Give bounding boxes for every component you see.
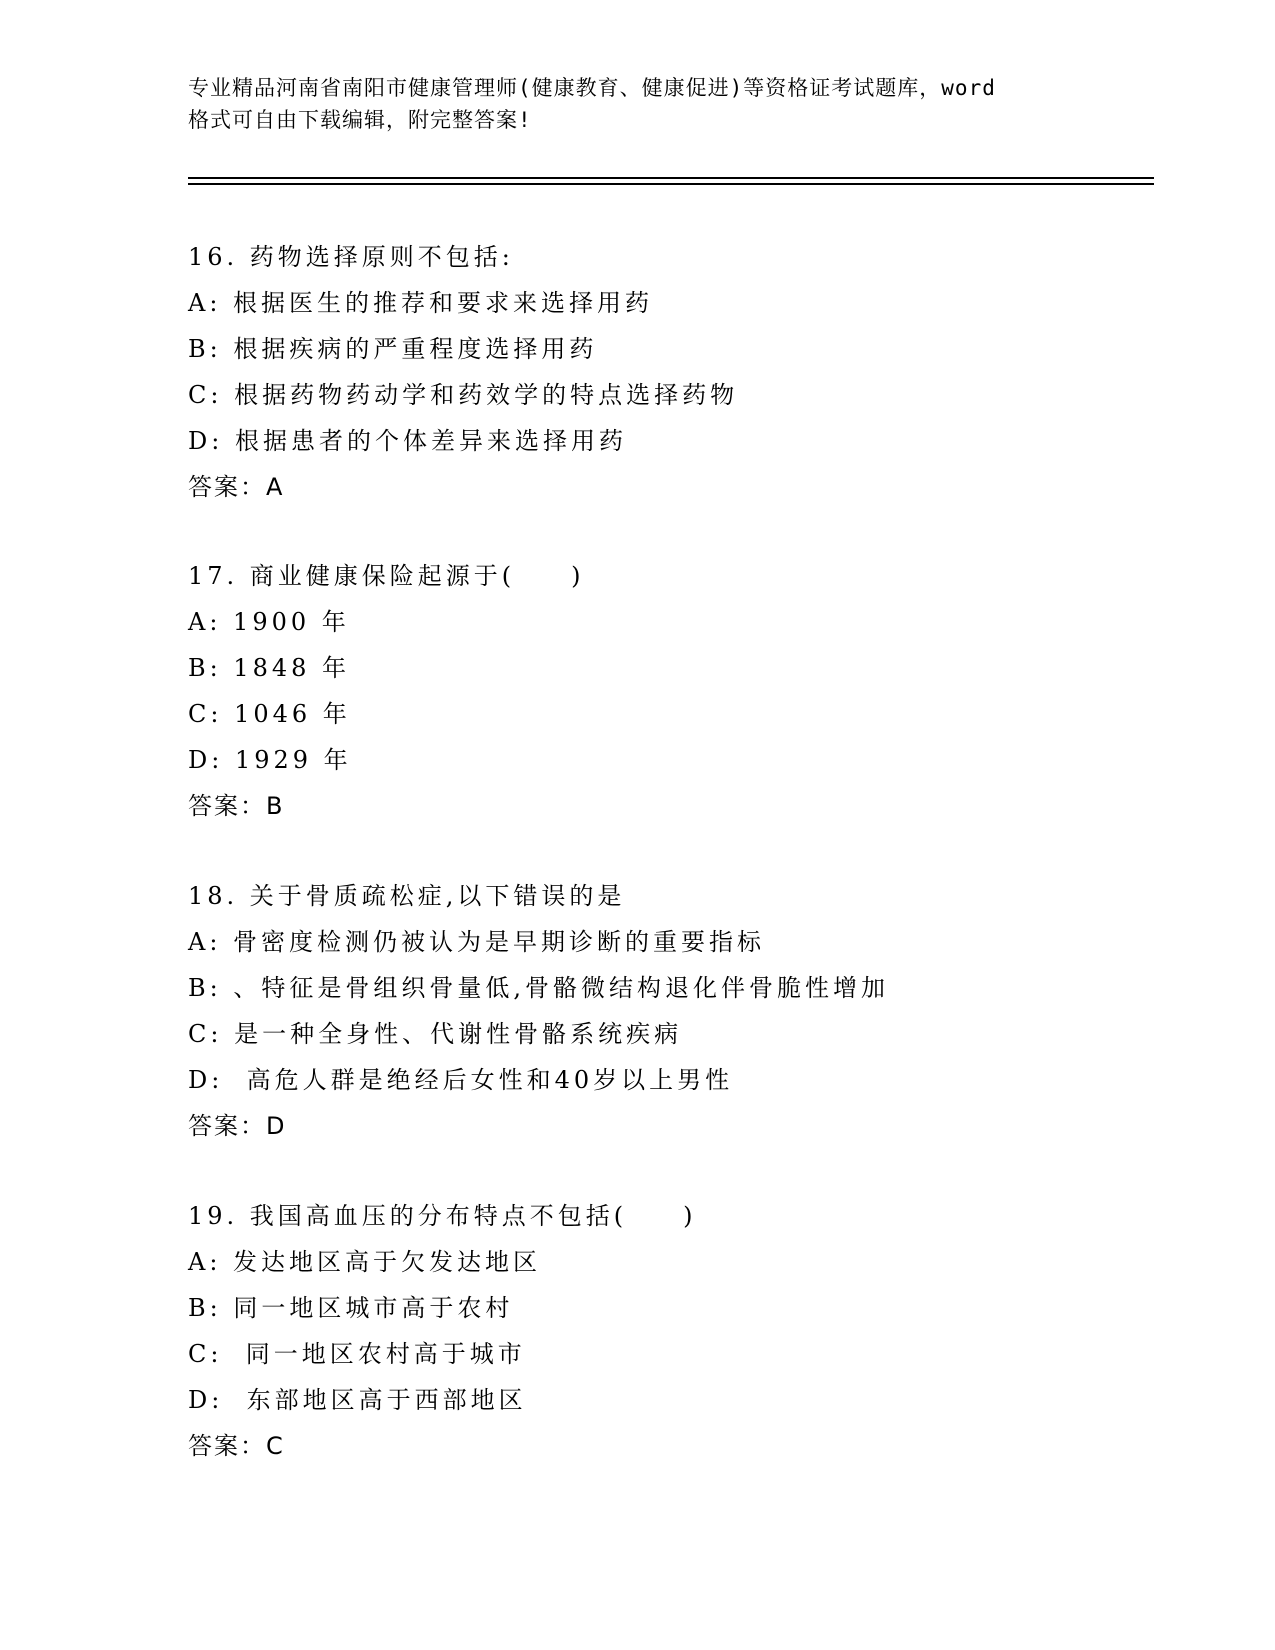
option-d: D: 高危人群是绝经后女性和40岁以上男性 xyxy=(188,1066,734,1094)
answer-line: 答案：D xyxy=(188,1112,287,1140)
option-c: C: 同一地区农村高于城市 xyxy=(188,1340,526,1368)
option-a: A: 发达地区高于欠发达地区 xyxy=(188,1248,542,1276)
option-b: B: 1848 年 xyxy=(188,654,351,682)
option-b: B: 、特征是骨组织骨量低,骨骼微结构退化伴骨脆性增加 xyxy=(188,974,889,1002)
header-divider-top xyxy=(188,177,1154,179)
question-17 xyxy=(188,553,1148,829)
header-line-1: 专业精品河南省南阳市健康管理师(健康教育、健康促进)等资格证考试题库，word xyxy=(188,76,996,100)
option-b: B: 根据疾病的严重程度选择用药 xyxy=(188,335,598,363)
header-line-2: 格式可自由下载编辑，附完整答案! xyxy=(188,108,532,132)
document-header xyxy=(188,72,1088,136)
option-b: B: 同一地区城市高于农村 xyxy=(188,1294,514,1322)
option-d: D: 1929 年 xyxy=(188,746,352,774)
answer-line: 答案：B xyxy=(188,792,285,820)
header-divider-bottom xyxy=(188,183,1154,185)
option-a: A: 1900 年 xyxy=(188,608,350,636)
option-a: A: 骨密度检测仍被认为是早期诊断的重要指标 xyxy=(188,928,766,956)
question-stem: 16. 药物选择原则不包括: xyxy=(188,243,514,271)
option-d: D: 东部地区高于西部地区 xyxy=(188,1386,527,1414)
answer-line: 答案：C xyxy=(188,1432,285,1460)
option-c: C: 根据药物药动学和药效学的特点选择药物 xyxy=(188,381,739,409)
question-stem: 17. 商业健康保险起源于( ) xyxy=(188,562,585,590)
question-stem: 18. 关于骨质疏松症,以下错误的是 xyxy=(188,882,626,910)
option-c: C: 1046 年 xyxy=(188,700,351,728)
question-16 xyxy=(188,234,1148,510)
option-c: C: 是一种全身性、代谢性骨骼系统疾病 xyxy=(188,1020,683,1048)
question-stem: 19. 我国高血压的分布特点不包括( ) xyxy=(188,1202,697,1230)
option-a: A: 根据医生的推荐和要求来选择用药 xyxy=(188,289,654,317)
option-d: D: 根据患者的个体差异来选择用药 xyxy=(188,427,627,455)
answer-line: 答案：A xyxy=(188,473,285,501)
question-19 xyxy=(188,1193,1148,1469)
question-18 xyxy=(188,873,1148,1149)
